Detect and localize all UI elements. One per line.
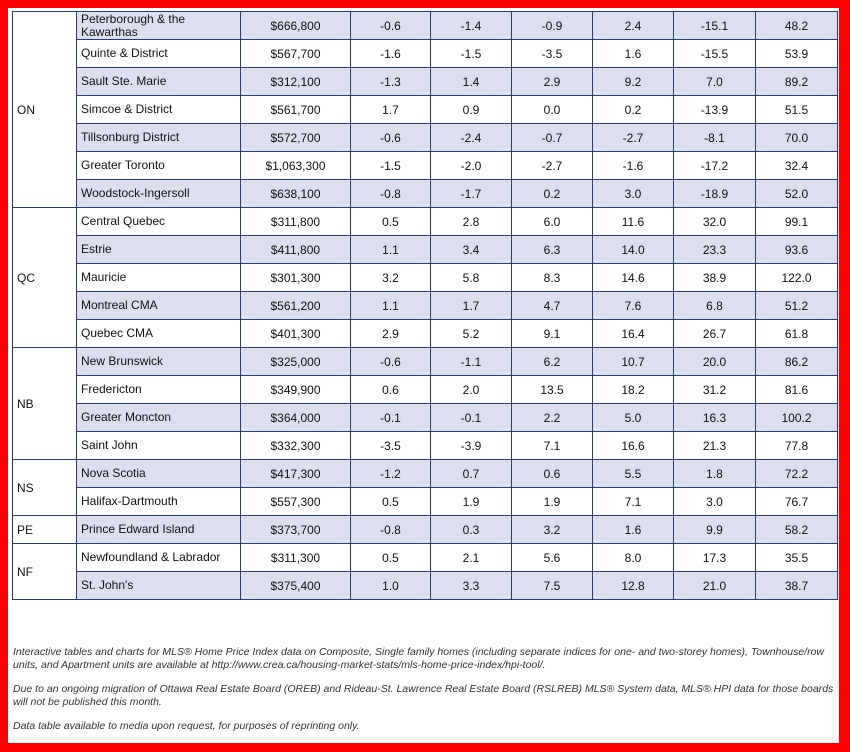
percent-change-cell: 70.0 <box>756 124 838 152</box>
table-row <box>13 124 838 152</box>
percent-change-cell: 1.9 <box>512 488 593 516</box>
percent-change-cell: 3.3 <box>431 572 512 600</box>
percent-change-cell: 1.7 <box>351 96 431 124</box>
benchmark-price-cell: $364,000 <box>241 404 351 432</box>
region-cell: Woodstock-Ingersoll <box>77 180 241 208</box>
percent-change-cell: -17.2 <box>674 152 756 180</box>
percent-change-cell: 13.5 <box>512 376 593 404</box>
benchmark-price-cell: $1,063,300 <box>241 152 351 180</box>
percent-change-cell: 122.0 <box>756 264 838 292</box>
percent-change-cell: 1.4 <box>431 68 512 96</box>
table-row <box>13 544 838 572</box>
percent-change-cell: -1.5 <box>431 40 512 68</box>
percent-change-cell: 0.2 <box>593 96 674 124</box>
percent-change-cell: -0.6 <box>351 124 431 152</box>
percent-change-cell: 5.2 <box>431 320 512 348</box>
table-row <box>13 348 838 376</box>
percent-change-cell: -3.9 <box>431 432 512 460</box>
table-row <box>13 516 838 544</box>
percent-change-cell: 3.0 <box>593 180 674 208</box>
table-row <box>13 40 838 68</box>
percent-change-cell: -15.1 <box>674 12 756 40</box>
percent-change-cell: 0.5 <box>351 488 431 516</box>
percent-change-cell: 76.7 <box>756 488 838 516</box>
percent-change-cell: 2.1 <box>431 544 512 572</box>
benchmark-price-cell: $557,300 <box>241 488 351 516</box>
percent-change-cell: 51.5 <box>756 96 838 124</box>
percent-change-cell: 3.2 <box>512 516 593 544</box>
table-row <box>13 320 838 348</box>
region-cell: Mauricie <box>77 264 241 292</box>
percent-change-cell: 38.7 <box>756 572 838 600</box>
benchmark-price-cell: $666,800 <box>241 12 351 40</box>
region-cell: Fredericton <box>77 376 241 404</box>
percent-change-cell: 2.8 <box>431 208 512 236</box>
percent-change-cell: -1.1 <box>431 348 512 376</box>
region-cell: Estrie <box>77 236 241 264</box>
percent-change-cell: 0.2 <box>512 180 593 208</box>
percent-change-cell: 8.3 <box>512 264 593 292</box>
percent-change-cell: 6.0 <box>512 208 593 236</box>
benchmark-price-cell: $349,900 <box>241 376 351 404</box>
percent-change-cell: 100.2 <box>756 404 838 432</box>
percent-change-cell: 0.0 <box>512 96 593 124</box>
table-row <box>13 572 838 600</box>
percent-change-cell: 5.8 <box>431 264 512 292</box>
percent-change-cell: 7.5 <box>512 572 593 600</box>
page-frame <box>8 8 839 743</box>
percent-change-cell: -1.2 <box>351 460 431 488</box>
region-cell: Sault Ste. Marie <box>77 68 241 96</box>
footnote-hpi-tool: Interactive tables and charts for MLS® Home Price Index data on Composite, Single family homes (including separate indices for one- and two-storey homes), Townhouse/row units, and Apartment units are available at http://www.crea.ca/housing-market-stats/mls-home-price-index/hpi-tool/. <box>13 646 824 671</box>
percent-change-cell: 2.9 <box>512 68 593 96</box>
percent-change-cell: 4.7 <box>512 292 593 320</box>
percent-change-cell: 38.9 <box>674 264 756 292</box>
percent-change-cell: 48.2 <box>756 12 838 40</box>
percent-change-cell: 53.9 <box>756 40 838 68</box>
percent-change-cell: 7.0 <box>674 68 756 96</box>
benchmark-price-cell: $311,800 <box>241 208 351 236</box>
percent-change-cell: -15.5 <box>674 40 756 68</box>
percent-change-cell: -3.5 <box>512 40 593 68</box>
table-row <box>13 292 838 320</box>
percent-change-cell: -0.6 <box>351 348 431 376</box>
table-row <box>13 68 838 96</box>
percent-change-cell: -1.7 <box>431 180 512 208</box>
percent-change-cell: 21.0 <box>674 572 756 600</box>
table-row <box>13 180 838 208</box>
percent-change-cell: 2.0 <box>431 376 512 404</box>
percent-change-cell: 89.2 <box>756 68 838 96</box>
footnotes <box>13 646 835 743</box>
percent-change-cell: 72.2 <box>756 460 838 488</box>
percent-change-cell: 6.8 <box>674 292 756 320</box>
percent-change-cell: -1.6 <box>593 152 674 180</box>
region-cell: Prince Edward Island <box>77 516 241 544</box>
region-cell: Saint John <box>77 432 241 460</box>
table-row <box>13 208 838 236</box>
percent-change-cell: 86.2 <box>756 348 838 376</box>
percent-change-cell: 0.5 <box>351 208 431 236</box>
percent-change-cell: 0.3 <box>431 516 512 544</box>
percent-change-cell: 35.5 <box>756 544 838 572</box>
percent-change-cell: 16.3 <box>674 404 756 432</box>
percent-change-cell: -1.5 <box>351 152 431 180</box>
region-cell: Tillsonburg District <box>77 124 241 152</box>
percent-change-cell: -1.3 <box>351 68 431 96</box>
percent-change-cell: -0.1 <box>431 404 512 432</box>
percent-change-cell: 5.5 <box>593 460 674 488</box>
benchmark-price-cell: $561,700 <box>241 96 351 124</box>
percent-change-cell: 14.0 <box>593 236 674 264</box>
percent-change-cell: 26.7 <box>674 320 756 348</box>
percent-change-cell: 32.0 <box>674 208 756 236</box>
percent-change-cell: 51.2 <box>756 292 838 320</box>
percent-change-cell: 1.1 <box>351 236 431 264</box>
percent-change-cell: 7.1 <box>512 432 593 460</box>
percent-change-cell: 2.9 <box>351 320 431 348</box>
benchmark-price-cell: $401,300 <box>241 320 351 348</box>
percent-change-cell: 58.2 <box>756 516 838 544</box>
percent-change-cell: -1.4 <box>431 12 512 40</box>
percent-change-cell: 93.6 <box>756 236 838 264</box>
region-cell: Greater Moncton <box>77 404 241 432</box>
percent-change-cell: 6.3 <box>512 236 593 264</box>
percent-change-cell: 77.8 <box>756 432 838 460</box>
hpi-table <box>12 11 838 600</box>
percent-change-cell: 23.3 <box>674 236 756 264</box>
percent-change-cell: 1.6 <box>593 516 674 544</box>
percent-change-cell: 1.0 <box>351 572 431 600</box>
benchmark-price-cell: $572,700 <box>241 124 351 152</box>
percent-change-cell: -13.9 <box>674 96 756 124</box>
percent-change-cell: 0.6 <box>351 376 431 404</box>
benchmark-price-cell: $373,700 <box>241 516 351 544</box>
percent-change-cell: 1.8 <box>674 460 756 488</box>
percent-change-cell: 5.0 <box>593 404 674 432</box>
percent-change-cell: -3.5 <box>351 432 431 460</box>
percent-change-cell: 3.0 <box>674 488 756 516</box>
percent-change-cell: 7.6 <box>593 292 674 320</box>
percent-change-cell: 9.2 <box>593 68 674 96</box>
region-cell: New Brunswick <box>77 348 241 376</box>
table-row <box>13 152 838 180</box>
percent-change-cell: -2.7 <box>593 124 674 152</box>
region-cell: Simcoe & District <box>77 96 241 124</box>
percent-change-cell: 1.6 <box>593 40 674 68</box>
percent-change-cell: -0.6 <box>351 12 431 40</box>
benchmark-price-cell: $411,800 <box>241 236 351 264</box>
region-cell: Montreal CMA <box>77 292 241 320</box>
table-row <box>13 404 838 432</box>
region-cell: Nova Scotia <box>77 460 241 488</box>
percent-change-cell: 99.1 <box>756 208 838 236</box>
percent-change-cell: -2.4 <box>431 124 512 152</box>
percent-change-cell: 1.1 <box>351 292 431 320</box>
hpi-table-body <box>13 12 838 600</box>
province-cell: NS <box>13 460 77 516</box>
region-cell: Peterborough & the Kawarthas <box>77 12 241 40</box>
province-cell: NB <box>13 348 77 460</box>
benchmark-price-cell: $375,400 <box>241 572 351 600</box>
table-row <box>13 488 838 516</box>
province-cell: QC <box>13 208 77 348</box>
percent-change-cell: -2.7 <box>512 152 593 180</box>
benchmark-price-cell: $561,200 <box>241 292 351 320</box>
percent-change-cell: 18.2 <box>593 376 674 404</box>
percent-change-cell: 21.3 <box>674 432 756 460</box>
percent-change-cell: 61.8 <box>756 320 838 348</box>
percent-change-cell: -8.1 <box>674 124 756 152</box>
table-row <box>13 236 838 264</box>
percent-change-cell: -0.8 <box>351 180 431 208</box>
percent-change-cell: 9.9 <box>674 516 756 544</box>
percent-change-cell: -1.6 <box>351 40 431 68</box>
region-cell: Greater Toronto <box>77 152 241 180</box>
benchmark-price-cell: $638,100 <box>241 180 351 208</box>
percent-change-cell: 52.0 <box>756 180 838 208</box>
benchmark-price-cell: $567,700 <box>241 40 351 68</box>
region-cell: Quinte & District <box>77 40 241 68</box>
percent-change-cell: 32.4 <box>756 152 838 180</box>
region-cell: Newfoundland & Labrador <box>77 544 241 572</box>
percent-change-cell: 5.6 <box>512 544 593 572</box>
province-cell: PE <box>13 516 77 544</box>
percent-change-cell: 11.6 <box>593 208 674 236</box>
percent-change-cell: -0.1 <box>351 404 431 432</box>
benchmark-price-cell: $301,300 <box>241 264 351 292</box>
table-row <box>13 12 838 40</box>
percent-change-cell: -0.8 <box>351 516 431 544</box>
percent-change-cell: 9.1 <box>512 320 593 348</box>
percent-change-cell: 0.9 <box>431 96 512 124</box>
percent-change-cell: 31.2 <box>674 376 756 404</box>
percent-change-cell: 81.6 <box>756 376 838 404</box>
footnote-migration: Due to an ongoing migration of Ottawa Real Estate Board (OREB) and Rideau-St. Lawrence Real Estate Board (RSLREB) MLS® System data, MLS® HPI data for those boards will not be published this month. <box>13 683 834 708</box>
province-cell: NF <box>13 544 77 600</box>
table-row <box>13 264 838 292</box>
region-cell: Central Quebec <box>77 208 241 236</box>
table-row <box>13 432 838 460</box>
benchmark-price-cell: $325,000 <box>241 348 351 376</box>
percent-change-cell: 1.9 <box>431 488 512 516</box>
percent-change-cell: 8.0 <box>593 544 674 572</box>
region-cell: Halifax-Dartmouth <box>77 488 241 516</box>
percent-change-cell: 6.2 <box>512 348 593 376</box>
percent-change-cell: 10.7 <box>593 348 674 376</box>
footnote-media: Data table available to media upon request, for purposes of reprinting only. <box>13 720 360 732</box>
benchmark-price-cell: $417,300 <box>241 460 351 488</box>
percent-change-cell: -2.0 <box>431 152 512 180</box>
benchmark-price-cell: $332,300 <box>241 432 351 460</box>
percent-change-cell: 0.6 <box>512 460 593 488</box>
percent-change-cell: 3.2 <box>351 264 431 292</box>
percent-change-cell: 16.6 <box>593 432 674 460</box>
region-cell: Quebec CMA <box>77 320 241 348</box>
table-row <box>13 460 838 488</box>
percent-change-cell: -0.7 <box>512 124 593 152</box>
percent-change-cell: 3.4 <box>431 236 512 264</box>
province-cell: ON <box>13 12 77 208</box>
region-cell: St. John's <box>77 572 241 600</box>
table-row <box>13 376 838 404</box>
percent-change-cell: 7.1 <box>593 488 674 516</box>
percent-change-cell: 0.5 <box>351 544 431 572</box>
percent-change-cell: 1.7 <box>431 292 512 320</box>
benchmark-price-cell: $312,100 <box>241 68 351 96</box>
percent-change-cell: 14.6 <box>593 264 674 292</box>
percent-change-cell: 2.4 <box>593 12 674 40</box>
percent-change-cell: 12.8 <box>593 572 674 600</box>
benchmark-price-cell: $311,300 <box>241 544 351 572</box>
percent-change-cell: 0.7 <box>431 460 512 488</box>
percent-change-cell: -0.9 <box>512 12 593 40</box>
percent-change-cell: -18.9 <box>674 180 756 208</box>
percent-change-cell: 20.0 <box>674 348 756 376</box>
percent-change-cell: 2.2 <box>512 404 593 432</box>
percent-change-cell: 16.4 <box>593 320 674 348</box>
table-row <box>13 96 838 124</box>
percent-change-cell: 17.3 <box>674 544 756 572</box>
